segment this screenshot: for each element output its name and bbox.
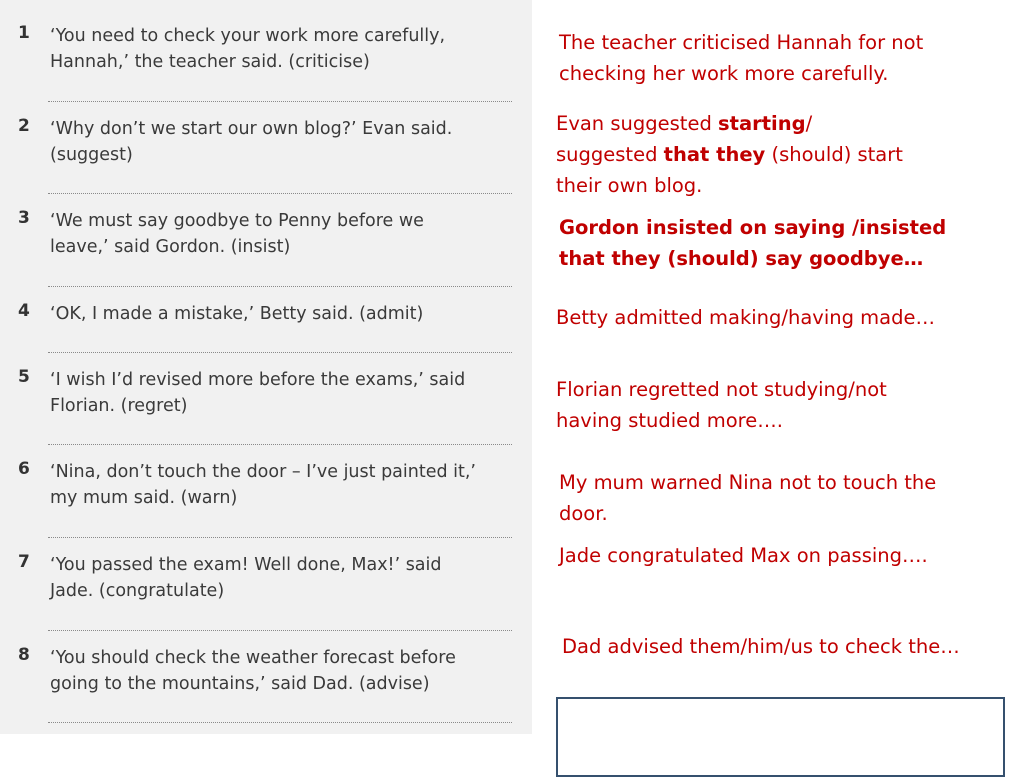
answer-run: Jade congratulated Max on passing…. — [559, 544, 928, 567]
exercise-number: 1 — [18, 23, 30, 43]
exercise-number: 5 — [18, 367, 30, 387]
answer-line — [48, 352, 512, 353]
answer-line — [48, 101, 512, 102]
answer-run: Betty admitted making/having made… — [556, 306, 935, 329]
answer-text — [559, 540, 928, 571]
exercise-number: 4 — [18, 301, 30, 321]
answer-bold-text: Gordon insisted on saying /insisted that they (should) say goodbye… — [559, 216, 947, 270]
answer-run: Evan suggested — [556, 112, 719, 135]
exercise-number: 8 — [18, 645, 30, 665]
answer-bold-text: that they — [663, 143, 766, 166]
exercise-number: 6 — [18, 459, 30, 479]
answer-text — [556, 374, 887, 436]
answer-run: My mum warned Nina not to touch the door. — [559, 471, 937, 525]
exercise-prompt: ‘You should check the weather forecast before going to the mountains,’ said Dad. (advise) — [50, 648, 456, 694]
answer-text — [556, 302, 935, 333]
answer-line — [48, 193, 512, 194]
answer-line — [48, 286, 512, 287]
answer-text — [559, 27, 923, 89]
exercise-prompt: ‘I wish I’d revised more before the exams,’ said Florian. (regret) — [50, 370, 466, 416]
answer-run: Dad advised them/him/us to check the… — [562, 635, 960, 658]
answer-run: (should) start their own blog. — [556, 143, 903, 197]
exercise-prompt: ‘OK, I made a mistake,’ Betty said. (admit) — [50, 304, 424, 324]
exercise-prompt: ‘Why don’t we start our own blog?’ Evan said. (suggest) — [50, 119, 453, 165]
answer-line — [48, 444, 512, 445]
answer-bold-text: starting — [718, 112, 806, 135]
exercise-number: 7 — [18, 552, 30, 572]
exercise-number: 2 — [18, 116, 30, 136]
answer-line — [48, 537, 512, 538]
exercise-prompt: ‘We must say goodbye to Penny before we leave,’ said Gordon. (insist) — [50, 211, 424, 257]
answer-run: The teacher criticised Hannah for not checking her work more carefully. — [559, 31, 924, 85]
exercise-number: 3 — [18, 208, 30, 228]
exercise-prompt: ‘You need to check your work more carefully, Hannah,’ the teacher said. (criticise) — [50, 26, 446, 72]
answer-run: Florian regretted not studying/not having studied more…. — [556, 378, 887, 432]
answer-text — [562, 631, 960, 662]
blank-answer-box — [556, 697, 1005, 777]
exercise-prompt: ‘Nina, don’t touch the door – I’ve just painted it,’ my mum said. (warn) — [50, 462, 476, 508]
answer-text — [556, 108, 903, 201]
answer-line — [48, 630, 512, 631]
answer-text — [559, 212, 946, 274]
answer-text — [559, 467, 936, 529]
answer-line — [48, 722, 512, 723]
exercise-prompt: ‘You passed the exam! Well done, Max!’ said Jade. (congratulate) — [50, 555, 442, 601]
exercise-panel — [0, 0, 532, 734]
answer-run: / suggested — [556, 112, 813, 166]
